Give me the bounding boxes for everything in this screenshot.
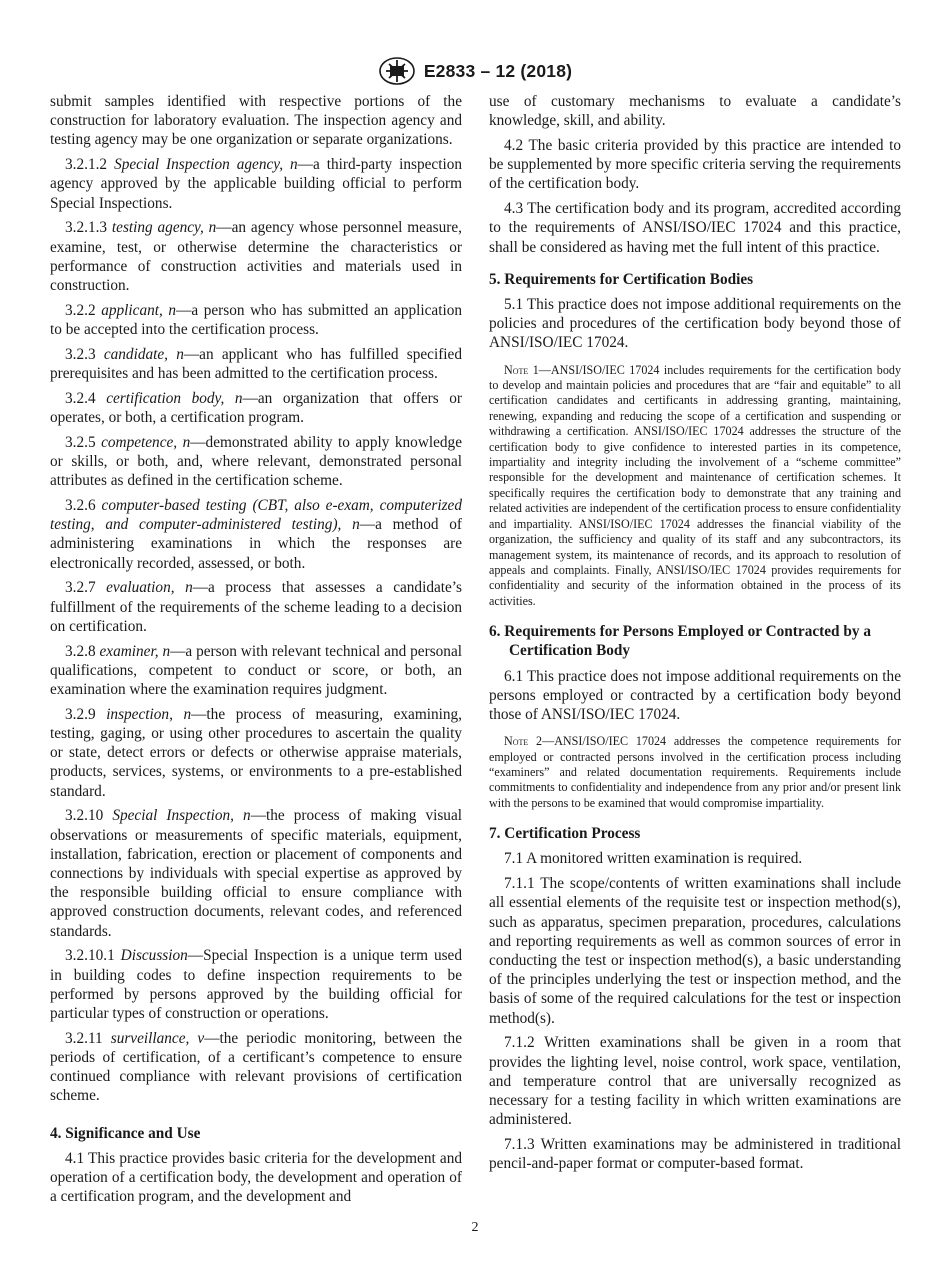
paragraph-6-1: 6.1 This practice does not impose additional requirements on the persons employed or contracted by a certification body beyond those of ANSI/ISO/IEC 17024. <box>489 667 901 723</box>
paragraph-4-1-continued: use of customary mechanisms to evaluate a candidate’s knowledge, skill, and ability. <box>489 93 901 130</box>
definition-3-2-10: 3.2.10 Special Inspection, n—the process of making visual observations or measurements of specific materials, equipment, installation, fabrication, erection or placement of components and connections by individuals with special expertise as approved by the responsible building official to ensure compliance with approved construction documents, relevant codes, and referenced standards. <box>50 807 462 940</box>
definition-3-2-3: 3.2.3 candidate, n—an applicant who has fulfilled specified prerequisites and has been admitted to the certification process. <box>50 345 462 383</box>
section-heading-7: 7. Certification Process <box>489 825 641 843</box>
definition-3-2-2: 3.2.2 applicant, n—a person who has submitted an application to be accepted into the certification process. <box>50 301 462 339</box>
definition-3-2-5: 3.2.5 competence, n—demonstrated ability to apply knowledge or skills, or both, and, where relevant, demonstrated personal attributes as defined in the certification scheme. <box>50 433 462 490</box>
section-heading-6: 6. Requirements for Persons Employed or Contracted by a Certification Body <box>489 623 871 660</box>
note-1: Note 1—ANSI/ISO/IEC 17024 includes requirements for the certification body to develop and maintain policies and procedures that are “fair and equitable” to all certification candidates and certificants in addressing granting, maintaining, renewing, expanding and reducing the scope of a certification and suspending or withdrawing a certification. ANSI/ISO/IEC 17024 addresses the structure of the certification body to give confidence to interested parties in its competence, impartiality and integrity including the involvement of a “scheme committee” responsible for the development and maintenance of certification schemes. It specifically requires the certification body to demonstrate that any training and related activities are independent of the certification process to ensure confidentiality and impartiality. ANSI/ISO/IEC 17024 addresses the financial viability of the organization, the sufficiency and quality of its staff and any subcontractors, its management system, its maintenance of records, and its approach to resolution of appeals and complaints. Finally, ANSI/ISO/IEC 17024 provides requirements for confidentiality and security of the information obtained in the process of its activities. <box>489 362 901 608</box>
paragraph-4-1: 4.1 This practice provides basic criteria for the development and operation of a certification body, the development and operation of a certification program, and the development and <box>50 1149 462 1206</box>
section-heading-4: 4. Significance and Use <box>50 1124 201 1142</box>
definition-3-2-7: 3.2.7 evaluation, n—a process that assesses a candidate’s fulfillment of the requirements of the scheme leading to a decision on certification. <box>50 579 463 635</box>
paragraph-7-1-2: 7.1.2 Written examinations shall be given in a room that provides the lighting level, noise control, work space, ventilation, and temperature control that are universally recognized as necessary for a testing facility in which written examinations are administered. <box>489 1034 901 1129</box>
paragraph-5-1: 5.1 This practice does not impose additional requirements on the policies and procedures of the certification body beyond those of ANSI/ISO/IEC 17024. <box>489 296 901 352</box>
paragraph: submit samples identified with respective portions of the construction for laboratory evaluation. The inspection agency and testing agency may be one organization or separate organizations. <box>50 93 462 149</box>
definition-3-2-1-2: 3.2.1.2 Special Inspection agency, n—a third-party inspection agency approved by the applicable building official to perform Special Inspections. <box>50 156 462 212</box>
section-heading-5: 5. Requirements for Certification Bodies <box>489 270 754 288</box>
paragraph-7-1: 7.1 A monitored written examination is required. <box>504 850 803 868</box>
paragraph-7-1-1: 7.1.1 The scope/contents of written examinations shall include all essential elements of the requisite test or inspection method(s), such as apparatus, specimen preparation, procedures, calculations and reporting requirements as well as common sources of error in conducting the test or inspection method(s), a basic understanding of the principles underlying the test or inspection method, and the basis of some of the required calculations for the test or inspection method(s). <box>489 875 901 1027</box>
astm-logo-icon <box>378 56 416 86</box>
paragraph-7-1-3: 7.1.3 Written examinations may be administered in traditional pencil-and-paper format or computer-based format. <box>489 1136 901 1173</box>
paragraph-4-2: 4.2 The basic criteria provided by this practice are intended to be supplemented by more specific criteria serving the requirements of the certification body. <box>489 137 901 193</box>
definition-3-2-4: 3.2.4 certification body, n—an organization that offers or operates, or both, a certification program. <box>50 389 463 427</box>
definition-3-2-11: 3.2.11 surveillance, v—the periodic monitoring, between the periods of certification, of a certificant’s competence to ensure continued compliance with relevant provisions of certification scheme. <box>50 1029 462 1105</box>
definition-3-2-8: 3.2.8 examiner, n—a person with relevant technical and personal qualifications, competent to conduct or score, or both, an examination where the examination requires judgment. <box>50 642 462 699</box>
paragraph-4-3: 4.3 The certification body and its program, accredited according to the requirements of ANSI/ISO/IEC 17024 and this practice, shall be considered as having met the full intent of this practice. <box>489 200 901 256</box>
page-header <box>0 56 950 86</box>
note-2: Note 2—ANSI/ISO/IEC 17024 addresses the competence requirements for employed or contracted persons involved in the certification process including “examiners” and related documentation requirements. Requirements include commitments to confidentiality and independence from any prior and/or present link with the persons to be examined that would compromise impartiality. <box>489 734 901 810</box>
page-number: 2 <box>471 1220 479 1235</box>
discussion-3-2-10-1: 3.2.10.1 Discussion—Special Inspection is a unique term used in building codes to define inspection requirements to be performed by persons approved by the building official for particular types of construction or operations. <box>50 947 462 1023</box>
right-column <box>489 92 901 1179</box>
left-column <box>50 92 462 1212</box>
definition-3-2-1-3: 3.2.1.3 testing agency, n—an agency whose personnel measure, examine, test, or otherwise determine the characteristics or performance of construction activities and materials used in construction. <box>50 219 462 295</box>
standard-designation: E2833 – 12 (2018) <box>423 60 573 81</box>
definition-3-2-9: 3.2.9 inspection, n—the process of measuring, examining, testing, gaging, or using other procedures to ascertain the quality or state, detect errors or defects or otherwise appraise materials, products, services, systems, or environments to a pre-established standard. <box>50 705 462 800</box>
definition-3-2-6: 3.2.6 computer-based testing (CBT, also e-exam, computerized testing, and computer-administered testing), n—a method of administering examinations in which the responses are electronically recorded, assessed, or both. <box>50 497 462 572</box>
